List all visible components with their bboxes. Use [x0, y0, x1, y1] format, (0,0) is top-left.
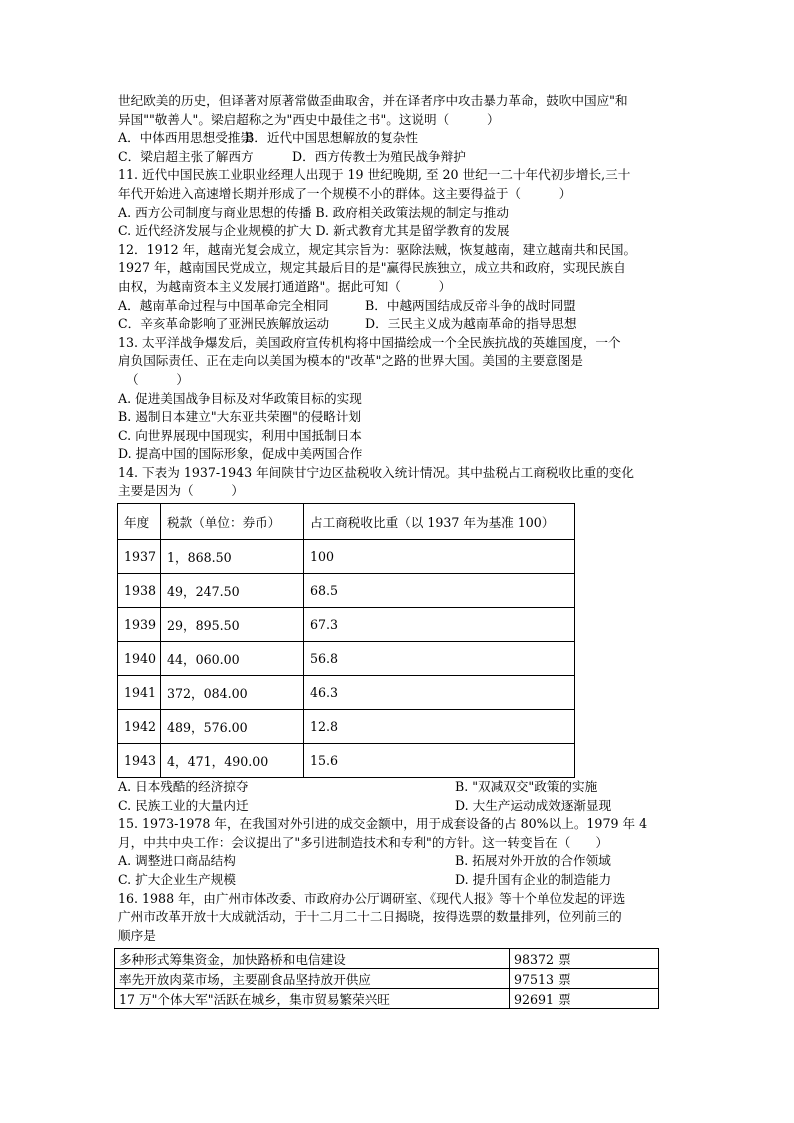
table-row: [118, 676, 575, 710]
cell-tax: 372，084.00: [161, 676, 304, 710]
q12-option-a: A．越南革命过程与中国革命完全相同: [118, 297, 329, 313]
q12-stem-line-1: 12．1912 年，越南光复会成立，规定其宗旨为：驱除法贼，恢复越南，建立越南共和民国。: [118, 241, 637, 257]
cell-ratio: 15.6: [304, 744, 575, 778]
q13-option-c: C. 向世界展现中国现实，利用中国抵制日本: [118, 427, 362, 443]
q12-options-row-1: [118, 297, 678, 316]
table-row: [118, 540, 575, 574]
table-row: [118, 744, 575, 778]
q10-option-a: A．中体西用思想受推崇: [118, 130, 254, 146]
table-row: [118, 642, 575, 676]
cell-year: 1937: [118, 540, 161, 574]
q16-stem-line-2: 广州市改革开放十大成就活动，于十二月二十二日揭晓，按得选票的数量排列，位列前三的: [118, 909, 622, 925]
cell-year: 1939: [118, 608, 161, 642]
cell-votes: 98372 票: [510, 949, 659, 969]
q15-option-c: C. 扩大企业生产规模: [118, 872, 236, 888]
cell-achievement: 多种形式筹集资金，加快路桥和电信建设: [115, 949, 510, 969]
cell-year: 1938: [118, 574, 161, 608]
vote-ranking-table: [114, 948, 659, 1009]
cell-tax: 29，895.50: [161, 608, 304, 642]
table-header-row: [118, 504, 575, 540]
header-tax: 税款（单位：券币）: [161, 504, 304, 540]
cell-achievement: 17 万"个体大军"活跃在城乡，集市贸易繁荣兴旺: [115, 989, 510, 1009]
cell-tax: 49，247.50: [161, 574, 304, 608]
q12-stem-line-3: 由权，为越南资本主义发展打通道路"。据此可知（ ）: [118, 278, 452, 294]
q10-option-d: D．西方传教士为殖民战争辩护: [292, 148, 466, 164]
q15-options-row-2: [118, 871, 678, 890]
q12-option-c: C．辛亥革命影响了亚洲民族解放运动: [118, 316, 330, 332]
table-row: [118, 608, 575, 642]
cell-tax: 44，060.00: [161, 642, 304, 676]
q13-stem-line-1: 13. 太平洋战争爆发后，美国政府宣传机构将中国描绘成一个全民族抗战的英雄国度，一个: [118, 334, 621, 350]
q14-options-row-2: [118, 797, 678, 816]
q13-stem-line-2: 肩负国际责任、正在走向以美国为模本的"改革"之路的世界大国。美国的主要意图是: [118, 353, 583, 369]
q13-option-b: B. 遏制日本建立"大东亚共荣圈"的侵略计划: [118, 409, 361, 425]
q12-option-b: B．中越两国结成反帝斗争的战时同盟: [365, 297, 576, 313]
q15-option-d: D. 提升国有企业的制造能力: [455, 872, 612, 888]
q14-option-d: D. 大生产运动成效逐渐显现: [455, 797, 612, 813]
cell-ratio: 12.8: [304, 710, 575, 744]
q14-options-row-1: [118, 778, 678, 797]
q15-options-row-1: [118, 852, 678, 871]
q13-option-d: D. 提高中国的国际形象，促成中美两国合作: [118, 446, 363, 462]
cell-ratio: 56.8: [304, 642, 575, 676]
cell-year: 1940: [118, 642, 161, 676]
q12-stem-line-2: 1927 年，越南国民党成立，规定其最后目的是"赢得民族独立，成立共和政府，实现民族自: [118, 260, 626, 276]
cell-year: 1942: [118, 710, 161, 744]
q15-stem-line-1: 15. 1973-1978 年，在我国对外引进的成交金额中，用于成套设备的占 80%以上。1979 年 4: [118, 816, 648, 832]
q15-option-b: B. 拓展对外开放的合作领域: [455, 853, 611, 869]
salt-tax-table: [117, 503, 575, 778]
exam-page: [118, 92, 678, 1009]
q10-stem-line-2: 异国""敬善人"。梁启超称之为"西史中最佳之书"。这说明（ ）: [118, 111, 500, 127]
q10-stem-line-1: 世纪欧美的历史，但译著对原著常做歪曲取舍，并在译者序中攻击暴力革命，鼓吹中国应"和: [118, 93, 628, 108]
q10-option-b: B．近代中国思想解放的复杂性: [245, 130, 418, 146]
q11-stem-line-1: 11. 近代中国民族工业职业经理人出现于 19 世纪晚期, 至 20 世纪一二十年代初步增长,三十: [118, 167, 631, 183]
q16-stem-line-3: 顺序是: [118, 927, 156, 943]
header-year: 年度: [118, 504, 161, 540]
q14-option-c: C. 民族工业的大量内迁: [118, 797, 249, 813]
cell-ratio: 46.3: [304, 676, 575, 710]
cell-tax: 4，471，490.00: [161, 744, 304, 778]
q13-stem-line-3: （ ）: [126, 371, 189, 387]
q12-options-row-2: [118, 315, 678, 334]
q14-option-b: B. "双减双交"政策的实施: [455, 779, 598, 795]
q11-options-ab: A. 西方公司制度与商业思想的传播 B. 政府相关政策法规的制定与推动: [118, 204, 509, 220]
q15-stem-line-2: 月，中共中央工作：会议提出了"多引进制造技术和专利"的方针。这一转变旨在（ ）: [118, 834, 609, 850]
cell-ratio: 100: [304, 540, 575, 574]
table-row: [115, 969, 659, 989]
table-row: [115, 989, 659, 1009]
table-row: [115, 949, 659, 969]
q11-options-cd: C. 近代经济发展与企业规模的扩大 D. 新式教育尤其是留学教育的发展: [118, 223, 510, 239]
cell-year: 1943: [118, 744, 161, 778]
q15-option-a: A. 调整进口商品结构: [118, 853, 236, 869]
cell-votes: 92691 票: [510, 989, 659, 1009]
cell-votes: 97513 票: [510, 969, 659, 989]
q10-options-row-2: [118, 148, 678, 167]
table-row: [118, 574, 575, 608]
header-ratio: 占工商税收比重（以 1937 年为基准 100）: [304, 504, 575, 540]
q14-stem-line-1: 14. 下表为 1937-1943 年间陕甘宁边区盐税收入统计情况。其中盐税占工商税收比重的变化: [118, 464, 634, 480]
q16-stem-line-1: 16. 1988 年，由广州市体改委、市政府办公厅调研室、《现代人报》等十个单位发起的评选: [118, 890, 626, 906]
cell-ratio: 67.3: [304, 608, 575, 642]
q10-option-c: C．梁启超主张了解西方: [118, 148, 254, 164]
cell-ratio: 68.5: [304, 574, 575, 608]
q10-options-row-1: [118, 129, 678, 148]
q14-option-a: A. 日本残酷的经济掠夺: [118, 779, 249, 795]
cell-achievement: 率先开放肉菜市场，主要副食品坚持放开供应: [115, 969, 510, 989]
cell-year: 1941: [118, 676, 161, 710]
q13-option-a: A. 促进美国战争目标及对华政策目标的实现: [118, 390, 362, 406]
q11-stem-line-2: 年代开始进入高速增长期并形成了一个规模不小的群体。这主要得益于（ ）: [118, 185, 572, 201]
q14-stem-line-2: 主要是因为（ ）: [118, 483, 244, 499]
table-row: [118, 710, 575, 744]
q12-option-d: D．三民主义成为越南革命的指导思想: [365, 316, 577, 332]
cell-tax: 1，868.50: [161, 540, 304, 574]
cell-tax: 489，576.00: [161, 710, 304, 744]
